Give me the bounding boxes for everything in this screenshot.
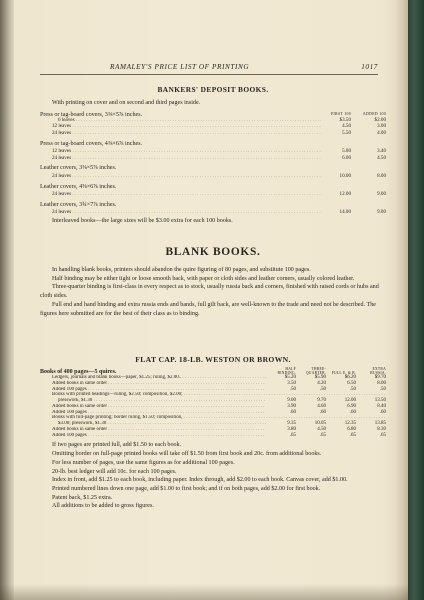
flat-cap-heading: FLAT CAP. 18-LB. WESTON OR BROWN. (135, 355, 291, 364)
cell: .50 (289, 386, 296, 392)
row-added: 3.40 (377, 148, 386, 155)
bankers-row (40, 123, 386, 130)
row-first: $3.50 (339, 116, 351, 123)
row-first: 4.50 (342, 123, 351, 130)
blank-paragraph: Three-quarter binding is first-class in every respect as to stock, usually russia back and corners, finished with raised cords or hubs and cloth sides. (40, 284, 379, 300)
cell: 4.50 (317, 426, 326, 432)
book-cover-edge (408, 0, 424, 600)
row-label: presswork, $1.30 . . . (40, 398, 266, 404)
row-label: Added 100 pages . . . (40, 387, 266, 393)
flat-cap-subheading: Books of 400 pages—5 quires. (40, 369, 117, 376)
row-first: 14.00 (339, 209, 351, 216)
cell: $5.90 (314, 375, 326, 381)
note-paragraph: Index in front, add $1.25 to each book, including paper. Index through, add $2.00 to each book. Canvas cover, add $1.00. (52, 477, 348, 484)
row-label: 6 leaves . . . (40, 117, 321, 124)
bankers-row (40, 209, 386, 216)
cell: .60 (289, 409, 296, 415)
cell: 3.90 (287, 403, 296, 409)
row-label: 12 leaves . . . (40, 148, 321, 155)
blank-paragraph: Half binding may be either tight or loose smooth back, with paper or cloth sides and leather corners, usually colored leather. (52, 275, 355, 282)
cell: 6.90 (347, 403, 356, 409)
row-label: 24 leaves . . . (40, 191, 321, 198)
row-label: Added books in same order . . . (40, 427, 266, 433)
cell: .50 (319, 386, 326, 392)
flat-cap-section (40, 355, 386, 511)
col-extra-russia: EXTRA RUSSIA. (370, 367, 386, 376)
cell: .65 (379, 432, 386, 438)
note-paragraph: For less number of pages, use the same figures as for additional 100 pages. (52, 459, 235, 466)
cell: 8.40 (377, 403, 386, 409)
bankers-section2-title: Press or tag-board covers, 4⅜×6⅞ inches. (40, 140, 143, 147)
page-number: 1017 (361, 63, 378, 71)
row-label: Added 100 pages . . . (40, 433, 266, 439)
row-first: 12.00 (339, 190, 351, 197)
note-paragraph: If two pages are printed full, add $1.50 to each book. (52, 442, 182, 449)
cell: 6.80 (347, 426, 356, 432)
cell: 4.20 (317, 380, 326, 386)
cell: 12.00 (344, 398, 356, 404)
row-first: 6.00 (342, 154, 351, 161)
row-label: 24 leaves . . . (40, 173, 321, 180)
blank-paragraph: Full end and hand binding and extra russia ends and bands, full gilt back, are well-known to the trade and need not be described. The figures here submitted are for the best of their class as to binding. (40, 301, 376, 317)
row-label: $3.00; presswork, $1.30 . . . (40, 421, 266, 427)
running-head-title: RAMALEY'S PRICE LIST OF PRINTING (110, 63, 250, 71)
cell: .60 (349, 409, 356, 415)
cell: 12.35 (344, 421, 356, 427)
cell: .65 (289, 432, 296, 438)
row-label: Added 100 pages . . . (40, 410, 266, 416)
cell: $6.20 (344, 375, 356, 381)
bankers-intro: With printing on cover and on second and third pages inside. (52, 100, 201, 106)
row-first: 10.00 (339, 172, 351, 179)
row-label: Added books in same order . . . (40, 404, 266, 410)
row-first: 5.50 (342, 129, 351, 136)
row-label: Added books in same order . . . (40, 381, 266, 387)
flat-cap-column-header (40, 367, 386, 375)
note-paragraph: Patent back, $1.25 extra. (52, 494, 113, 501)
cell: .65 (349, 432, 356, 438)
bankers-section (40, 85, 386, 225)
col-three-quarter: THREE-QUARTER. (305, 367, 326, 376)
col-full-e-b: FULL E. & B. (331, 371, 356, 376)
row-label: Ledgers, journals and blank books—paper, $1.25; ruling, $2.00.. . . . (40, 375, 266, 381)
cell: 8.30 (377, 426, 386, 432)
cell: 6.50 (347, 380, 356, 386)
row-added: 9.00 (377, 209, 386, 216)
bankers-row (40, 130, 386, 137)
cell: .60 (319, 409, 326, 415)
row-label: Books with printed headings—ruling, $2.50; composition, $2.00; . . . (40, 392, 386, 398)
bankers-row (40, 173, 386, 180)
row-added: 9.00 (377, 190, 386, 197)
row-label: 24 leaves . . . (40, 155, 321, 162)
bankers-section4-title: Leather covers, 4⅜×6⅞ inches. (40, 183, 117, 190)
row-added: 8.00 (377, 172, 386, 179)
note-paragraph: Omitting border on full-page printed books will take off $1.50 from first book and 20c. from additional books. (52, 451, 322, 458)
bankers-heading: BANKERS' DEPOSIT BOOKS. (157, 85, 269, 94)
row-added: 4.50 (377, 154, 386, 161)
cell: 3.80 (287, 426, 296, 432)
cell: 9.00 (287, 398, 296, 404)
cell: 10.05 (314, 421, 326, 427)
row-first: 5.00 (342, 148, 351, 155)
cell: 9.35 (287, 421, 296, 427)
cell: 8.00 (377, 380, 386, 386)
row-added: 3.00 (377, 123, 386, 130)
note-paragraph: 20-lb. best ledger will add 10c. for each 100 pages. (52, 468, 177, 475)
bankers-section3-title: Leather covers, 3⅜×5⅞ inches. (40, 165, 117, 172)
cell: 13.50 (374, 398, 386, 404)
col-half-binding: HALF BINDING. (277, 367, 296, 376)
cell: .65 (319, 432, 326, 438)
cell: .50 (349, 386, 356, 392)
cell: 3.50 (287, 380, 296, 386)
bottom-shadow (0, 584, 408, 600)
bankers-section5-title: Leather covers, 3¾×7⅞ inches. (40, 201, 117, 208)
cell: 4.60 (317, 403, 326, 409)
running-head (40, 63, 378, 71)
bankers-section1-title: Press or tag-board covers, 3⅜×5⅞ inches. (40, 111, 143, 118)
row-added: $2.00 (374, 116, 386, 123)
flat-cap-notes (40, 441, 386, 511)
flat-cap-table (40, 375, 386, 438)
note-paragraph: All additions to be added to gross figures. (52, 503, 154, 510)
row-label: 12 leaves . . . (40, 123, 321, 130)
page-edge (384, 0, 410, 600)
note-paragraph: Printed numbered lines down one page, add $1.00 to first book; and if on both pages, add $2.00 for first book. (52, 485, 321, 492)
cell: 9.70 (317, 398, 326, 404)
book-gutter (0, 0, 14, 600)
cell: .50 (379, 386, 386, 392)
row-label: 24 leaves . . . (40, 130, 321, 137)
blank-paragraph: In handling blank books, printers should abandon the quire figuring of 80 pages, and substitute 100 pages. (52, 267, 311, 273)
cell: .60 (379, 409, 386, 415)
cell: 13.85 (374, 421, 386, 427)
row-label: Books with full-page printing; border ruling, $1.50; composition, . . . (40, 415, 386, 421)
head-rule (40, 74, 378, 75)
bankers-row (40, 148, 386, 155)
row-label: 24 leaves . . . (40, 209, 321, 216)
table-row (40, 433, 386, 439)
row-added: 4.00 (377, 129, 386, 136)
cell: $9.70 (374, 375, 386, 381)
bankers-row (40, 155, 386, 162)
blank-books-heading: BLANK BOOKS. (165, 246, 261, 258)
bankers-row (40, 117, 386, 124)
bankers-col-first: FIRST 100 (330, 112, 351, 117)
bankers-col-added: ADDED 100 (362, 112, 386, 117)
blank-books-section (40, 246, 386, 318)
bankers-row (40, 191, 386, 198)
cell: $5.20 (284, 375, 296, 381)
bankers-footnote: Interleaved books—the large sizes will be $3.00 extra for each 100 books. (52, 217, 233, 224)
